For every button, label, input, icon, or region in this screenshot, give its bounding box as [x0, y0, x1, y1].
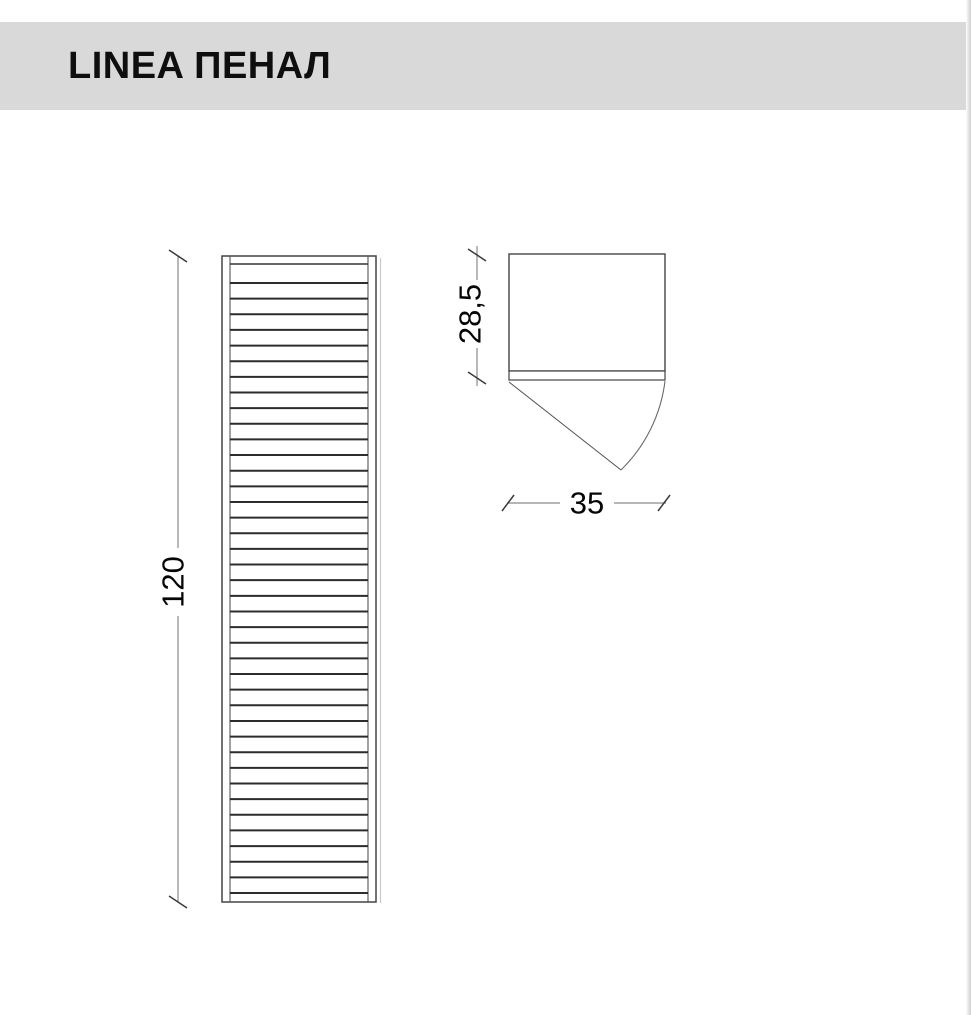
width-dimension — [502, 486, 670, 521]
plan-door-panel — [509, 371, 665, 380]
depth-dimension — [453, 246, 488, 386]
plan-door-open-line — [509, 382, 621, 470]
width-dim-label: 35 — [569, 485, 605, 521]
front-elevation-view — [222, 256, 381, 903]
height-dimension — [156, 250, 191, 908]
plan-door-swing-arc — [621, 381, 665, 470]
plan-section-view — [509, 254, 665, 470]
plan-body-outline — [509, 254, 665, 371]
page-edge-strip — [966, 0, 971, 1015]
height-dim-label: 120 — [155, 556, 191, 608]
front-carcass-outline — [222, 256, 376, 902]
depth-dim-label: 28,5 — [452, 283, 488, 345]
page-title: LINEA ПЕНАЛ — [68, 44, 332, 87]
